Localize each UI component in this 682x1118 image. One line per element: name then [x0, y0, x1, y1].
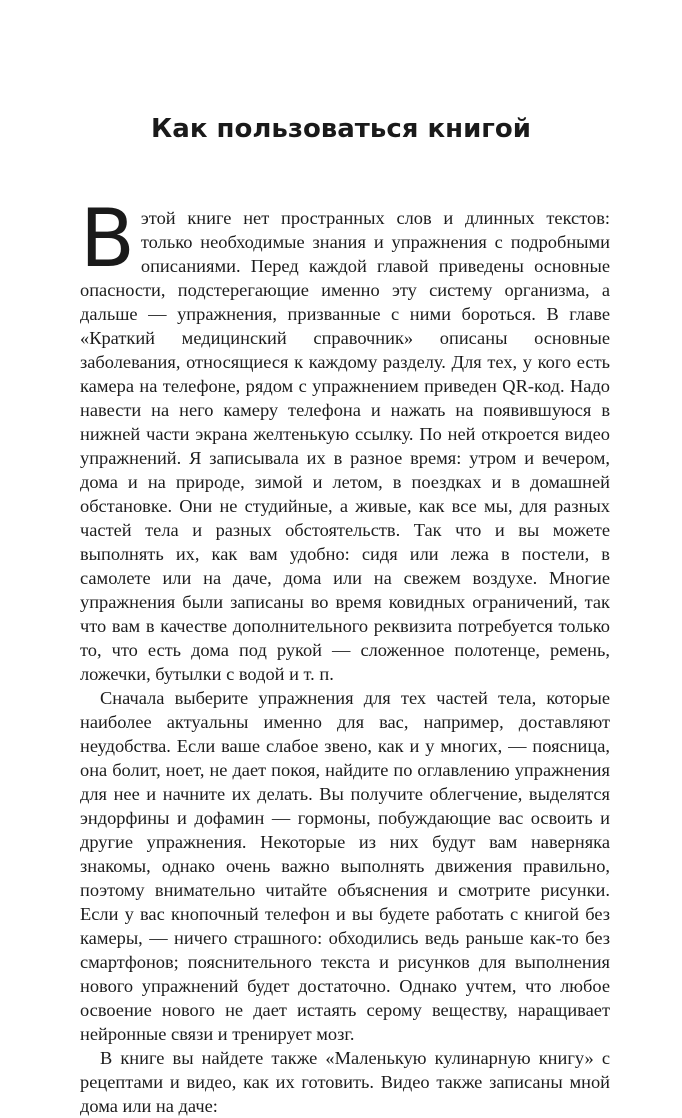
page-title: Как пользоваться книгой	[151, 114, 531, 144]
drop-cap: В	[80, 192, 135, 285]
paragraph-3: В книге вы найдете также «Маленькую кулинарную книгу» с рецептами и видео, как их готовить. Видео также записаны мной дома или на даче:	[80, 1048, 610, 1116]
body-text	[80, 192, 610, 1118]
paragraph-1-text: этой книге нет пространных слов и длинных текстов: только необходимые знания и упражнения с подробными описаниями. Перед каждой главой приведены основные опасности, подстерегающие именно эту систему организма, а дальше — упражнения, призванные с ними бороться. В главе «Краткий медицинский справочник» описаны основные заболевания, относящиеся к каждому разделу. Для тех, у кого есть камера на телефоне, рядом с упражнением приведен QR-код. Надо навести на него камеру телефона и нажать на появившуюся в нижней части экрана желтенькую ссылку. По ней откроется видео упражнений. Я записывала их в разное время: утром и вечером, дома и на природе, зимой и летом, в поездках и в домашней обстановке. Они не студийные, а живые, как все мы, для разных частей тела и разных обстоятельств. Так что и вы можете выполнять их, как вам удобно: сидя или лежа в постели, в самолете или на даче, дома или на свежем воздухе. Многие упражнения были записаны во время ковидных ограничений, так что вам в качестве дополнительного реквизита потребуется только то, что есть дома под рукой — сложенное полотенце, ремень, ложечки, бутылки с водой и т. п.	[80, 208, 610, 684]
paragraph-1	[80, 192, 610, 686]
paragraph-2: Сначала выберите упражнения для тех частей тела, которые наиболее актуальны именно для вас, например, доставляют неудобства. Если ваше слабое звено, как и у многих, — поясница, она болит, ноет, не дает покоя, найдите по оглавлению упражнения для нее и начните их делать. Вы получите облегчение, выделятся эндорфины и дофамин — гормоны, побуждающие вас освоить и другие упражнения. Некоторые из них будут вам наверняка знакомы, однако очень важно выполнять движения правильно, поэтому внимательно читайте объяснения и смотрите рисунки. Если у вас кнопочный телефон и вы будете работать с книгой без камеры, — ничего страшного: обходились ведь раньше как-то без смартфонов; пояснительного текста и рисунков для выполнения нового упражнений будет достаточно. Однако учтем, что любое освоение нового не дает истаять серому веществу, наращивает нейронные связи и тренирует мозг.	[80, 688, 610, 1044]
